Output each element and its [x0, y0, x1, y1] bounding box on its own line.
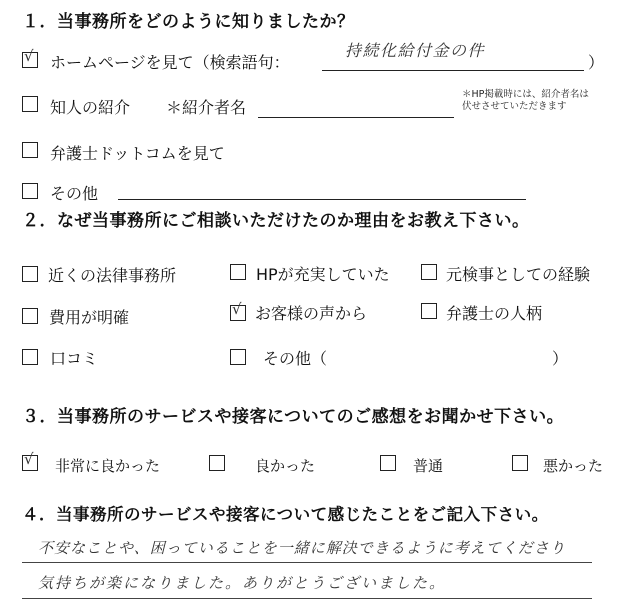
option-word-of-mouth-label: 口コミ	[50, 349, 99, 368]
option-bengoshi-com-label: 弁護士ドットコムを見て	[50, 144, 225, 163]
referral-name-line	[258, 117, 454, 118]
option-ex-prosecutor-label: 元検事としての経験	[446, 265, 591, 284]
checkbox-nearby-office[interactable]	[22, 266, 38, 282]
question-2-title: ２．なぜ当事務所にご相談いただけたのか理由をお教え下さい。	[22, 211, 530, 231]
referral-note-line1: ＊HP掲載時には、紹介者名は	[462, 89, 589, 100]
checkbox-very-good[interactable]	[22, 450, 38, 471]
comment-line1-rule	[22, 562, 592, 563]
checkbox-bad[interactable]	[512, 455, 528, 471]
referral-name-label: ＊紹介者名	[166, 98, 247, 117]
checkbox-referral[interactable]	[22, 96, 38, 112]
checkbox-ex-prosecutor[interactable]	[421, 264, 437, 280]
comment-line2-rule	[22, 598, 592, 599]
checkbox-homepage[interactable]	[22, 47, 38, 68]
homepage-close-paren: ）	[588, 53, 605, 72]
search-term-handwriting: 持続化給付金の件	[345, 41, 486, 60]
option-average-label: 普通	[413, 457, 444, 475]
checkbox-customer-voice[interactable]	[230, 300, 246, 321]
search-term-line	[322, 70, 584, 71]
option-good-label: 良かった	[255, 457, 316, 475]
option-hp-content-label: HPが充実していた	[256, 265, 390, 284]
q1-other-line	[118, 199, 526, 200]
q2-other-close-paren: ）	[552, 349, 569, 368]
option-q1-other-label: その他	[50, 184, 99, 203]
checkmark-icon: √	[24, 450, 34, 468]
option-clear-fees-label: 費用が明確	[49, 308, 130, 327]
option-nearby-office-label: 近くの法律事務所	[48, 266, 177, 285]
option-q2-other-label: その他（	[263, 349, 328, 368]
checkbox-hp-content[interactable]	[230, 264, 246, 280]
checkmark-icon: √	[232, 300, 242, 318]
comment-line1-handwriting: 不安なことや、困っていることを一緒に解決できるように考えてくださり	[38, 539, 566, 557]
option-customer-voice-label: お客様の声から	[255, 304, 368, 323]
option-bad-label: 悪かった	[543, 457, 604, 475]
checkbox-word-of-mouth[interactable]	[22, 349, 38, 365]
question-4-title: ４．当事務所のサービスや接客について感じたことをご記入下さい。	[22, 505, 549, 524]
question-3-title: ３．当事務所のサービスや接客についてのご感想をお聞かせ下さい。	[22, 407, 565, 427]
checkbox-q2-other[interactable]	[230, 349, 246, 365]
comment-line2-handwriting: 気持ちが楽になりました。ありがとうございました。	[38, 574, 447, 592]
option-homepage-label: ホームページを見て（検索語句：	[50, 53, 290, 72]
option-very-good-label: 非常に良かった	[55, 457, 161, 475]
checkbox-good[interactable]	[209, 455, 225, 471]
checkbox-q1-other[interactable]	[22, 183, 38, 199]
checkbox-clear-fees[interactable]	[22, 308, 38, 324]
option-referral-label: 知人の紹介	[50, 98, 131, 117]
question-1-title: １．当事務所をどのように知りましたか？	[22, 12, 355, 32]
checkmark-icon: √	[24, 47, 34, 65]
option-lawyer-character-label: 弁護士の人柄	[446, 304, 543, 323]
checkbox-bengoshi-com[interactable]	[22, 142, 38, 158]
referral-note-line2: 伏せさせていただきます	[462, 101, 567, 112]
checkbox-average[interactable]	[380, 455, 396, 471]
checkbox-lawyer-character[interactable]	[421, 303, 437, 319]
